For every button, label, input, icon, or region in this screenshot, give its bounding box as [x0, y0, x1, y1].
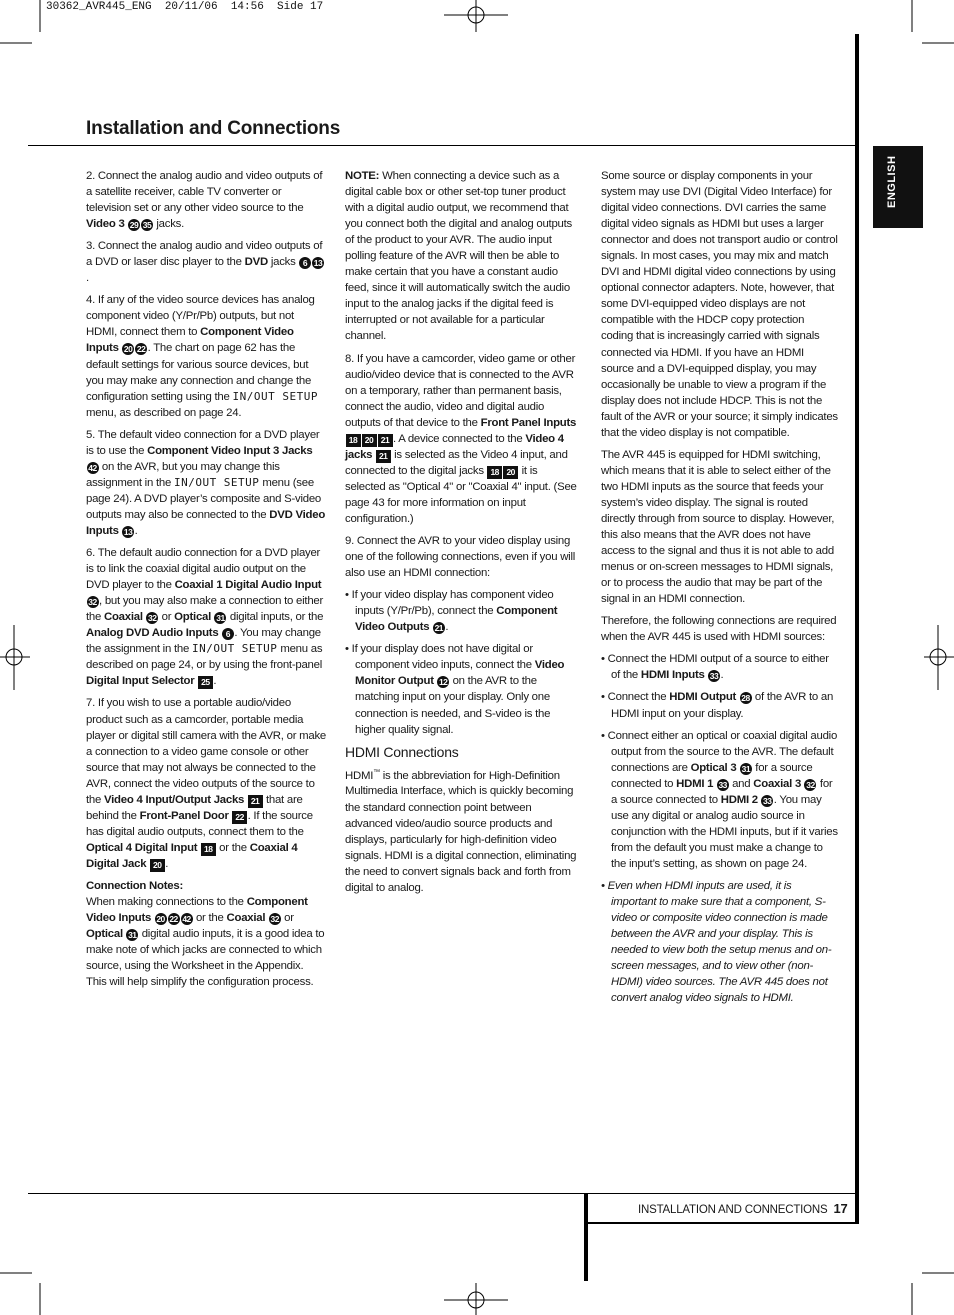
- note-paragraph: NOTE: When connecting a device such as a digital cable box or other set-top tuner product with a digital audio output, we recommend that you connect both the digital and analog outputs of the product to your AVR. The audio input polling feature of the AVR will then be able to make certain that you have a constant audio feed, since it will automatically switch the audio input to the analog jacks if the digital feed is interrupted or not available for a particular channel.: [345, 170, 573, 343]
- footer-vertical-line: [584, 1193, 588, 1281]
- bullet-video-monitor: • If your display does not have digital or component video inputs, connect the Video Monitor Output 12 on the AVR to the matching input on your display. Only one connection is needed, and S-video is the higher quality signal.: [345, 643, 565, 736]
- step-9: 9. Connect the AVR to your video display using one of the following connections, even if you will also use an HDMI connection:: [345, 535, 576, 580]
- bullet-component: • If your video display has component video inputs (Y/Pr/Pb), connect the Component Video Outputs 21 .: [345, 589, 558, 634]
- step-6: 6. The default audio connection for a DVD player is to link the coaxial digital audio output on the DVD player to the Coaxial 1 Digital Audio Input 32 , but you may also make a connection to either the Coaxial 32 or Optical 31 digital inputs, or the Analog DVD Audio Inputs 6 . You may change the assignment in the IN/OUT SETUP menu as described on page 24, or by using the front-panel Digital Input Selector 25 .: [86, 547, 324, 688]
- step-4: 4. If any of the video source devices has analog component video (Y/Pr/Pb) outputs, but not HDMI, connect them to Component Video Inputs 20 22 . The chart on page 62 has the default settings for various source devices, but you may make any connection and change the configuration setting using the IN/OUT SETUP menu, as described on page 24.: [86, 294, 318, 419]
- hdmi-required-intro: Therefore, the following connections are required when the AVR 445 is used with HDMI sources:: [601, 615, 837, 644]
- connection-notes: When making connections to the Component Video Inputs 20 22 42 or the Coaxial 32 or Optical 31 digital audio inputs, it is a good idea to make note of which jacks are connected to which source, using the Worksheet in the Appendix. This will help simplify the configuration process.: [86, 896, 325, 989]
- footer-rule: [28, 1193, 857, 1194]
- page-title: Installation and Connections: [86, 118, 341, 139]
- language-tab-label: ENGLISH: [886, 155, 898, 208]
- page-footer: [638, 1201, 848, 1216]
- footer-underline: [588, 1222, 857, 1224]
- print-slug: 30362_AVR445_ENG 20/11/06 14:56 Side 17: [46, 1, 324, 13]
- step-7: 7. If you wish to use a portable audio/video product such as a camcorder, portable media player or digital still camera with the AVR, or make a connection to a video game console or other source that may not always be connected to the AVR, connect the video outputs of the source to the Video 4 Input/Output Jacks 21 that are behind the Front-Panel Door 22 . If the source has digital audio outputs, connect them to the Optical 4 Digital Input 18 or the Coaxial 4 Digital Jack 20 .: [86, 697, 327, 870]
- dvi-paragraph: Some source or display components in your system may use DVI (Digital Video Interface) for digital video connections. DVI carries the same digital video signals as HDMI but uses a larger connector and does not transport audio or control signals. In most cases, you may mix and match DVI and HDMI digital video connections by using optional connector adapters. Note, however, that some DVI-equipped video displays are not compatible with the HDCP copy protection coding that is increasingly carried with signals connected via HDMI. If you have an HDMI source and a DVI-equipped display, you may occasionally be unable to view a program if the display does not include HDCP. This is not the fault of the AVR or your source; it simply indicates that the video display is not compatible.: [601, 170, 838, 439]
- column-1: [86, 168, 326, 996]
- step-2: 2. Connect the analog audio and video outputs of a satellite receiver, cable TV converter or television set or any other video source to the Video 3 29 35 jacks.: [86, 170, 323, 231]
- step-3: 3. Connect the analog audio and video outputs of a DVD or laser disc player to the DVD jacks 6 13.: [86, 240, 323, 285]
- footer-section: INSTALLATION AND CONNECTIONS: [638, 1204, 828, 1216]
- column-2: [345, 168, 579, 902]
- right-frame-line: [855, 34, 859, 1224]
- language-tab: [873, 146, 923, 228]
- bullet-hdmi-inputs: • Connect the HDMI output of a source to either of the HDMI Inputs 33 .: [601, 653, 829, 682]
- connection-notes-heading: Connection Notes:: [86, 879, 183, 892]
- header-rule: [28, 145, 857, 146]
- hdmi-heading: HDMI Connections: [345, 743, 459, 760]
- bullet-hdmi-output: • Connect the HDMI Output 28 of the AVR to an HDMI input on your display.: [601, 691, 834, 720]
- step-8: 8. If you have a camcorder, video game or other audio/video device that is connected to the AVR on a temporary, rather than permanent basis, connect the audio, video and digital audio outputs of that device to the Front Panel Inputs 18 20 21 . A device connected to the Video 4 jacks 21 is selected as the Video 4 input, and connected to the digital jacks 18 20 it is selected as "Optical 4" or "Coaxial 4" input. (See page 43 for more information on input configuration.): [345, 352, 577, 525]
- bullet-digital-audio: • Connect either an optical or coaxial digital audio output from the source to the AVR. The default connections are Optical 3 31 for a source connected to HDMI 1 33 and Coaxial 3 32 for a source connected to HDMI 2 33 . You may use any digital or analog audio source in conjunction with the HDMI inputs, but if it varies from the default you must make a change to the input’s setting, as shown on page 24.: [601, 729, 838, 870]
- page-number: 17: [833, 1201, 848, 1216]
- step-5: 5. The default video connection for a DVD player is to use the Component Video Input 3 Jacks 42 on the AVR, but you may change this assignment in the IN/OUT SETUP menu (see page 24). A DVD player’s composite and S-video outputs may also be connected to the DVD Video Inputs 13 .: [86, 428, 326, 537]
- hdmi-intro: HDMI™ is the abbreviation for High-Definition Multimedia Interface, which is quickly becoming the standard connection point between advanced video/audio source products and displays, particularly for high-definition video signals. HDMI is a digital connection, eliminating the need to convert signals back and forth from digital to analog.: [345, 768, 577, 894]
- column-3: [601, 168, 838, 1012]
- bullet-hdmi-note: • Even when HDMI inputs are used, it is important to make sure that a component, S-video or composite video connection is made between the AVR and your display. This is needed to view both the setup menus and on-screen messages, and to view other (non-HDMI) video sources. The AVR 445 does not convert analog video signals to HDMI.: [601, 879, 832, 1005]
- hdmi-switching-paragraph: The AVR 445 is equipped for HDMI switching, which means that it is able to select either of the two HDMI inputs as the source that feeds your system’s video display. The signal is routed directly through from source to display. However, this also means that the AVR does not have access to the signal and thus it is not able to add menus or on-screen messages to HDMI signals, or to process the audio that may be part of the signal in an HDMI connection.: [601, 448, 835, 606]
